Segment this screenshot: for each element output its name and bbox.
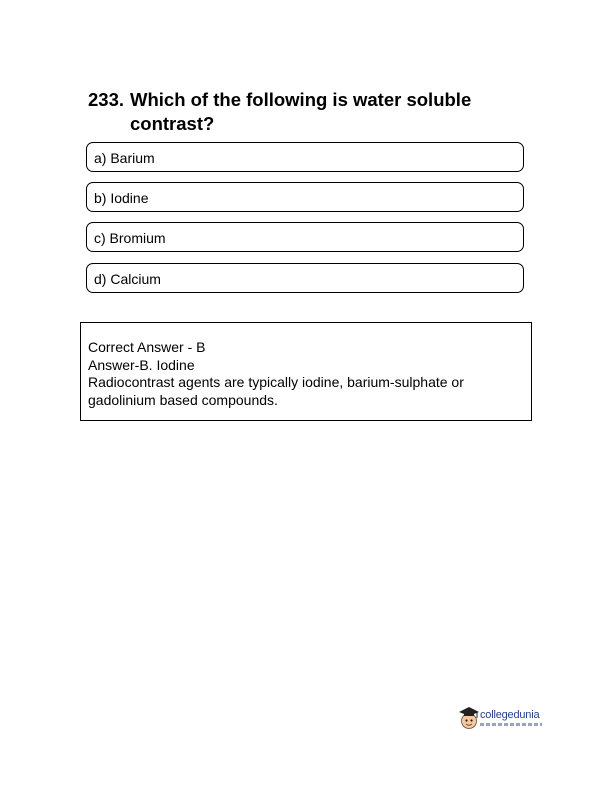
question-text-line-2: contrast? xyxy=(130,113,215,134)
question-text xyxy=(130,88,530,136)
answer-line: Answer-B. Iodine xyxy=(88,356,195,373)
logo-brand-text: collegedunia xyxy=(480,709,540,721)
explanation-line-1: Radiocontrast agents are typically iodine, barium-sulphate or xyxy=(88,374,464,390)
question-number: 233. xyxy=(88,89,125,110)
option-c[interactable]: c) Bromium xyxy=(86,222,524,252)
collegedunia-logo xyxy=(458,705,558,735)
answer-box xyxy=(80,322,532,421)
option-b[interactable]: b) Iodine xyxy=(86,182,524,212)
graduate-mascot-icon xyxy=(458,705,480,731)
logo-tagline-mark xyxy=(480,723,542,726)
question-text-line-1: Which of the following is water soluble xyxy=(130,89,472,110)
option-a[interactable]: a) Barium xyxy=(86,142,524,172)
explanation-line-2: gadolinium based compounds. xyxy=(88,391,278,408)
correct-answer: Correct Answer - B xyxy=(88,339,206,355)
option-d[interactable]: d) Calcium xyxy=(86,263,524,293)
